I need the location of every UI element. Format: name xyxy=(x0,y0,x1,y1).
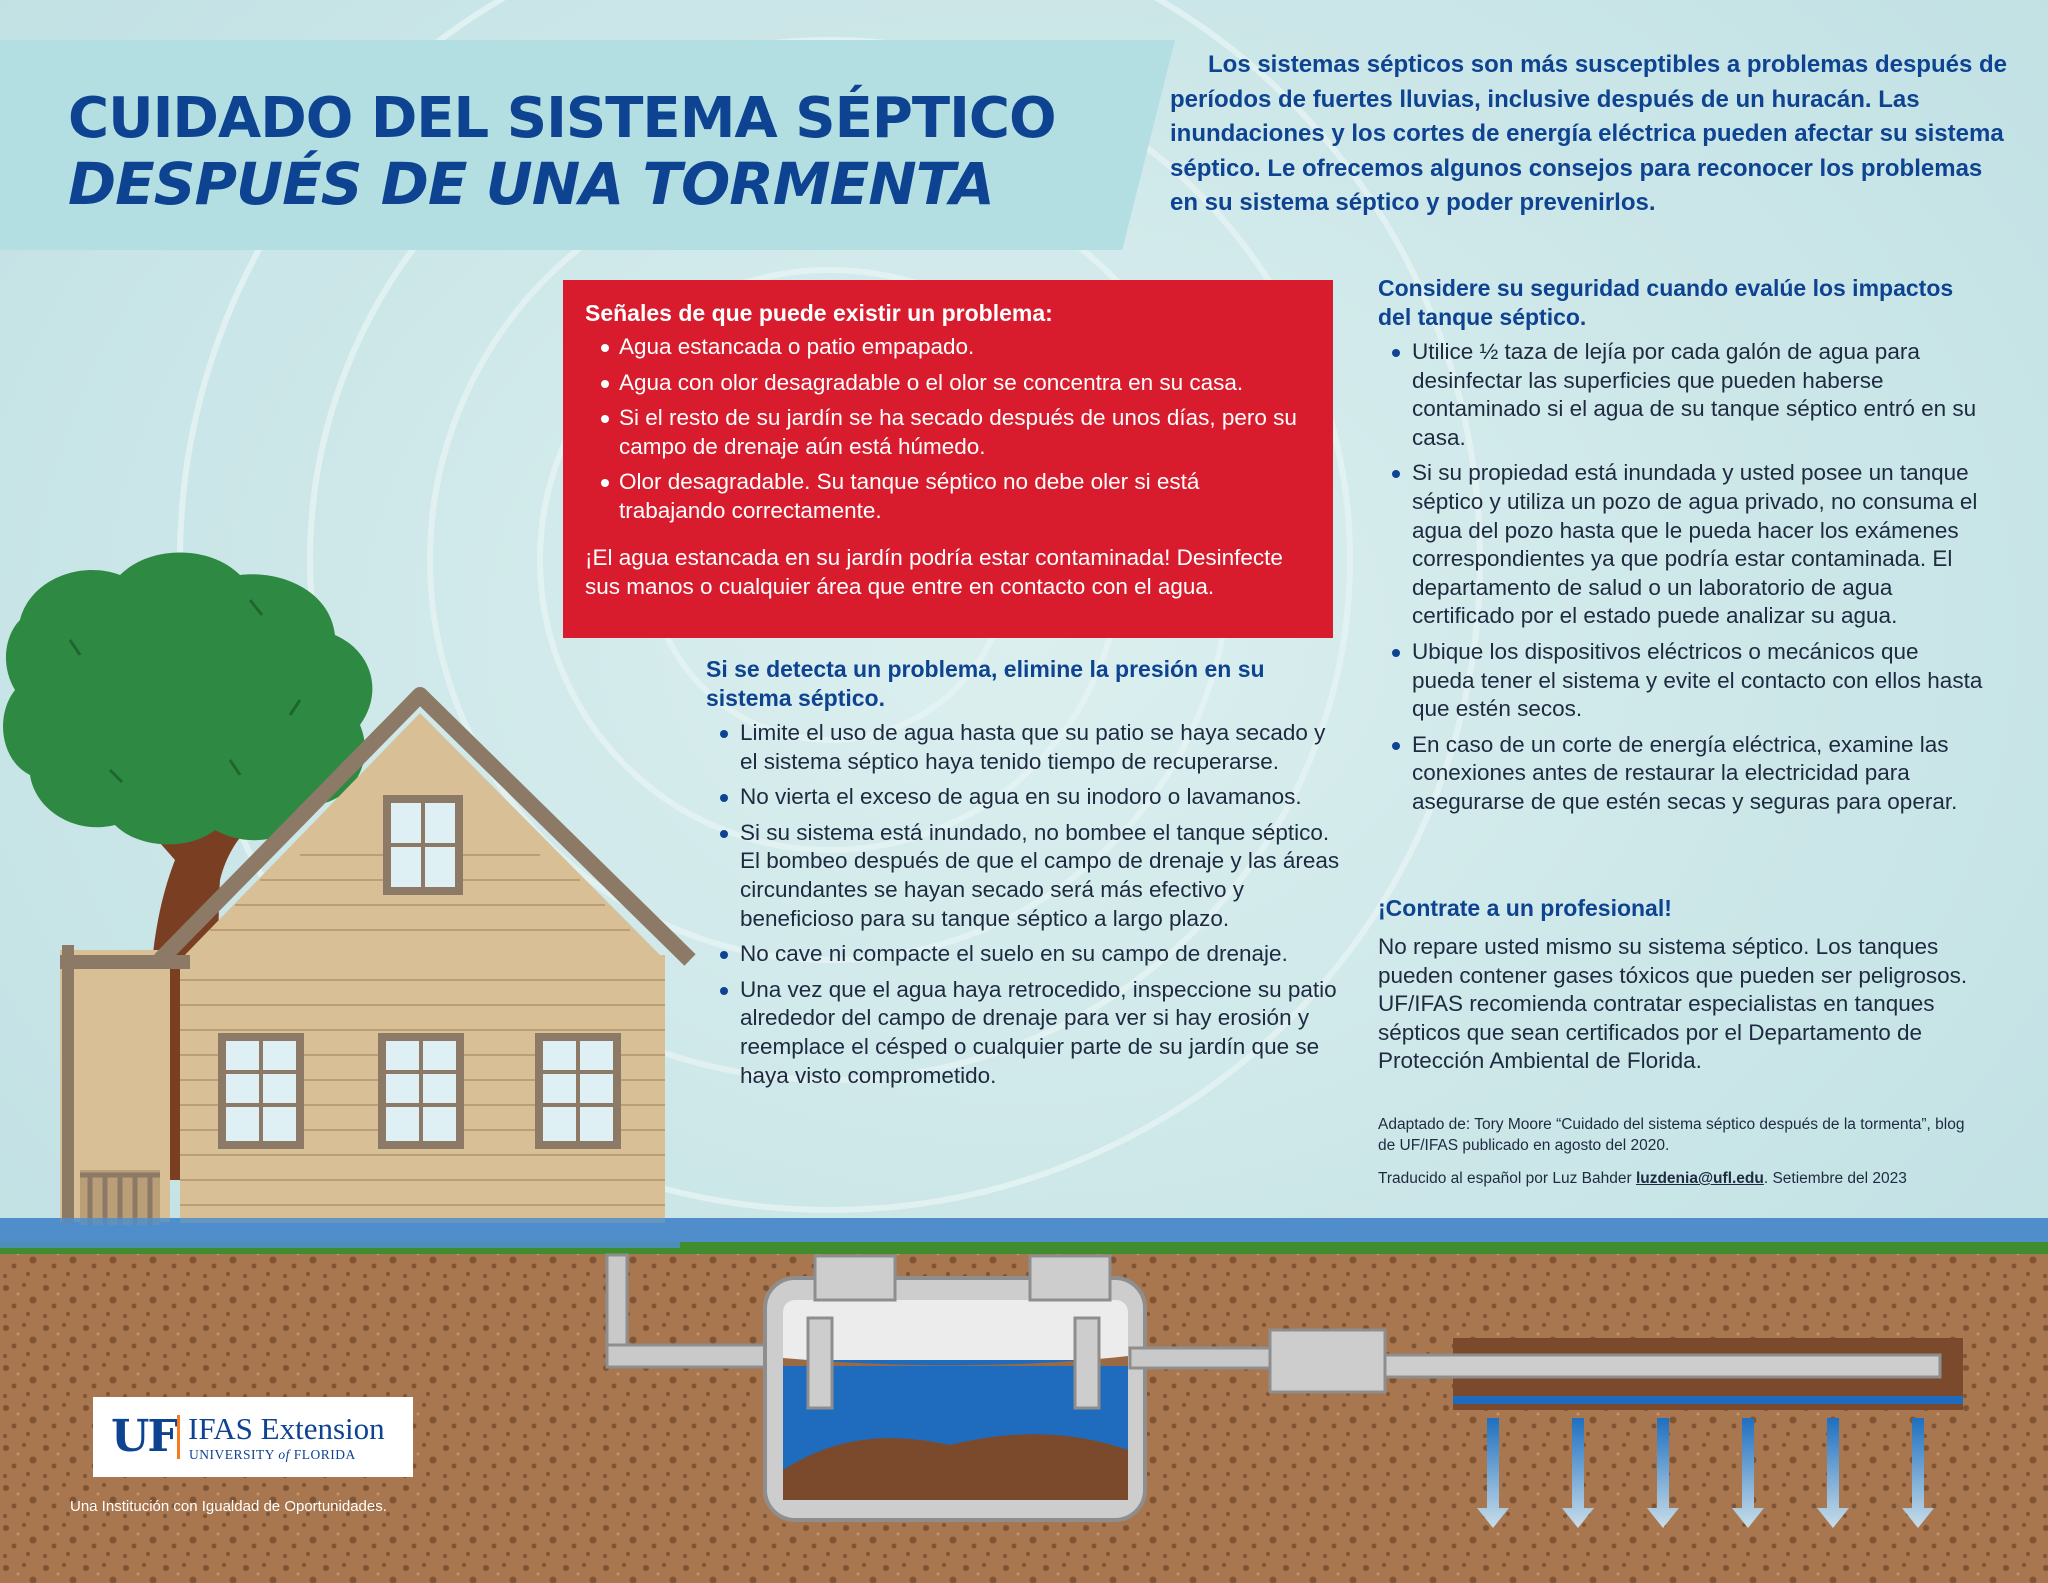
page-title: CUIDADO DEL SISTEMA SÉPTICO xyxy=(68,86,1056,151)
list-item: Si el resto de su jardín se ha secado después de unos días, pero su campo de drenaje aún está húmedo. xyxy=(599,404,1311,461)
list-item: Olor desagradable. Su tanque séptico no debe oler si está trabajando correctamente. xyxy=(599,468,1311,525)
source-credit: Adaptado de: Tory Moore “Cuidado del sistema séptico después de la tormenta”, blog de UF/IFAS publicado en agosto del 2020. xyxy=(1378,1116,1965,1154)
safety-section xyxy=(1378,274,1983,824)
professional-heading: ¡Contrate a un profesional! xyxy=(1378,895,1672,921)
list-item: Utilice ½ taza de lejía por cada galón de agua para desinfectar las superficies que pueden haberse contaminado si el agua de su tanque séptico entró en su casa. xyxy=(1390,338,1983,452)
list-item: Limite el uso de agua hasta que su patio se haya secado y el sistema séptico haya tenido tiempo de recuperarse. xyxy=(718,719,1346,776)
list-item: En caso de un corte de energía eléctrica, examine las conexiones antes de restaurar la electricidad para asegurarse de que estén secas y seguras para operar. xyxy=(1390,731,1983,817)
list-item: Una vez que el agua haya retrocedido, inspeccione su patio alrededor del campo de drenaje para ver si hay erosión y reemplace el césped o cualquier parte de su jardín que se haya visto comprometido. xyxy=(718,976,1346,1090)
problem-list xyxy=(706,719,1346,1090)
email-link[interactable]: luzdenia@ufl.edu xyxy=(1635,1170,1764,1187)
logo-divider xyxy=(177,1415,180,1459)
warning-list xyxy=(585,333,1311,525)
warning-note: ¡El agua estancada en su jardín podría estar contaminada! Desinfecte sus manos o cualquier área que entre en contacto con el agua. xyxy=(585,545,1283,599)
translation-suffix: . Setiembre del 2023 xyxy=(1763,1170,1907,1187)
warning-signs-box xyxy=(563,280,1333,638)
translation-credit xyxy=(1378,1170,2018,1188)
list-item: Agua con olor desagradable o el olor se concentra en su casa. xyxy=(599,369,1311,398)
list-item: Si su propiedad está inundada y usted posee un tanque séptico y utiliza un pozo de agua privado, no consuma el agua del pozo hasta que le pueda hacer los exámenes correspondientes ya que podría estar contaminada. El departamento de salud o un laboratorio de agua certificado por el estado puede analizar su agua. xyxy=(1390,459,1983,631)
uf-mark: UF xyxy=(111,1411,177,1462)
uf-ifas-logo xyxy=(93,1397,413,1477)
logo-university-text: UNIVERSITY of FLORIDA xyxy=(189,1447,356,1462)
list-item: Si su sistema está inundado, no bombee el tanque séptico. El bombeo después de que el campo de drenaje y las áreas circundantes se hayan secado será más efectivo y beneficioso para su tanque séptico a largo plazo. xyxy=(718,819,1346,933)
problem-heading: Si se detecta un problema, elimine la presión en su sistema séptico. xyxy=(706,656,1265,711)
problem-section xyxy=(706,655,1346,1097)
professional-section xyxy=(1378,894,1978,1076)
safety-heading: Considere su seguridad cuando evalúe los impactos del tanque séptico. xyxy=(1378,275,1954,330)
warning-heading: Señales de que puede existir un problema: xyxy=(585,300,1053,326)
list-item: No cave ni compacte el suelo en su campo de drenaje. xyxy=(718,940,1346,969)
logo-extension-text: IFAS Extension xyxy=(188,1411,385,1446)
intro-paragraph: Los sistemas sépticos son más susceptibles a problemas después de períodos de fuertes lluvias, inclusive después de un huracán. Las inundaciones y los cortes de energía eléctrica pueden afectar su sistema séptico. Le ofrecemos algunos consejos para reconocer los problemas en su sistema séptico y poder prevenirlos. xyxy=(1170,51,2007,216)
translation-prefix: Traducido al español por Luz Bahder xyxy=(1378,1170,1636,1187)
list-item: No vierta el exceso de agua en su inodoro o lavamanos. xyxy=(718,783,1346,812)
safety-list xyxy=(1378,338,1983,817)
list-item: Ubique los dispositivos eléctricos o mecánicos que pueda tener el sistema y evite el contacto con ellos hasta que estén secos. xyxy=(1390,638,1983,724)
page-subtitle: DESPUÉS DE UNA TORMENTA xyxy=(68,150,994,218)
list-item: Agua estancada o patio empapado. xyxy=(599,333,1311,362)
professional-text: No repare usted mismo su sistema séptico. Los tanques pueden contener gases tóxicos que pueden ser peligrosos. UF/IFAS recomienda contratar especialistas en tanques sépticos que sean certificados por el Departamento de Protección Ambiental de Florida. xyxy=(1378,934,1968,1074)
equal-opportunity-statement: Una Institución con Igualdad de Oportunidades. xyxy=(70,1498,387,1515)
